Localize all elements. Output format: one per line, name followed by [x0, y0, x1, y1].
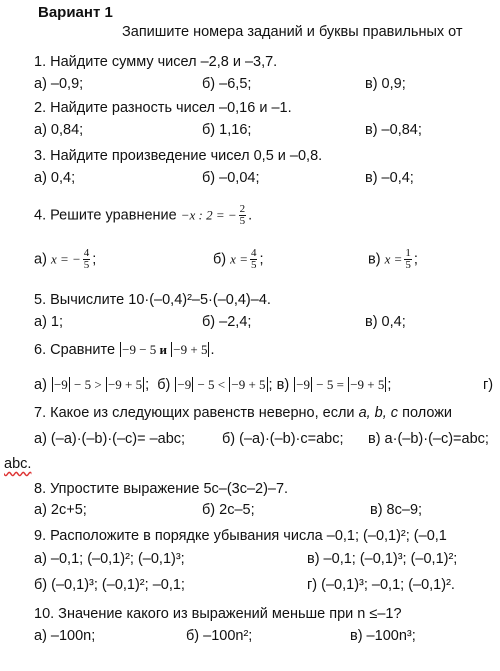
q7-option-a: а) (–a)·(–b)·(–c)= –abc;	[34, 431, 186, 447]
q10-option-b: б) –100n²;	[186, 628, 253, 644]
q6-c-end: ;	[387, 377, 392, 393]
question-5: 5. Вычислите 10·(–0,4)²–5·(–0,4)–4.	[34, 292, 271, 308]
q4-b-end: ;	[259, 251, 264, 268]
q6-option-b	[174, 377, 268, 392]
q6-expr1: −9 − 5	[122, 342, 157, 357]
q4-c-num: 1	[405, 247, 411, 259]
q4-c-label: в)	[368, 251, 381, 268]
variant-title: Вариант 1	[38, 4, 113, 21]
q4-a-den: 5	[83, 259, 90, 271]
q2-option-c: в) –0,84;	[365, 122, 422, 138]
q6-a-right: −9 + 5	[107, 377, 143, 392]
q6-expression	[119, 342, 210, 357]
q6-c-right: −9 + 5	[350, 377, 385, 392]
q3-option-c: в) –0,4;	[365, 170, 414, 186]
question-6	[34, 342, 214, 358]
q8-option-b: б) 2c–5;	[202, 502, 255, 518]
q6-b-end: ;	[268, 377, 273, 393]
q4-a-expr: x = −	[50, 251, 81, 267]
q6-expr2: −9 + 5	[173, 342, 208, 357]
q6-b-left: −9	[177, 377, 192, 392]
q10-option-a: а) –100n;	[34, 628, 96, 644]
q6-and: и	[159, 342, 168, 357]
q6-a-end: ;	[145, 377, 150, 393]
q4-option-b	[213, 248, 264, 271]
q7-option-b: б) (–a)·(–b)·c=abc;	[222, 431, 344, 447]
q3-option-b: б) –0,04;	[202, 170, 260, 186]
q7-overflow: abc.	[4, 456, 32, 472]
q7-text: 7. Какое из следующих равенств неверно, если	[34, 405, 355, 421]
q4-c-end: ;	[413, 251, 418, 268]
q4-a-fraction	[83, 248, 91, 271]
question-7	[34, 405, 452, 421]
q1-option-c: в) 0,9;	[365, 76, 406, 92]
q4-option-c	[368, 248, 418, 271]
q6-end: .	[210, 342, 215, 358]
q6-c-left: −9	[296, 377, 311, 392]
q4-a-end: ;	[92, 251, 97, 268]
q3-option-a: а) 0,4;	[34, 170, 76, 186]
q6-option-a	[51, 377, 145, 392]
q6-b-mid: − 5 <	[197, 377, 226, 392]
q6-b-right: −9 + 5	[231, 377, 266, 392]
q4-equation-left: −x : 2 = −	[180, 207, 237, 223]
q4-b-num: 4	[250, 247, 257, 259]
q4-c-expr: x =	[384, 251, 403, 267]
q6-a-left: −9	[53, 377, 68, 392]
q2-option-a: а) 0,84;	[34, 122, 84, 138]
q5-option-c: в) 0,4;	[365, 314, 406, 330]
q1-option-a: а) –0,9;	[34, 76, 84, 92]
q6-text: 6. Сравните	[34, 342, 116, 358]
q9-option-b: б) (–0,1)³; (–0,1)²; –0,1;	[34, 577, 185, 593]
q4-text: 4. Решите уравнение	[34, 207, 177, 224]
q9-option-a: а) –0,1; (–0,1)²; (–0,1)³;	[34, 551, 185, 567]
q7-option-c: в) a·(–b)·(–c)=abc;	[368, 431, 489, 447]
q2-option-b: б) 1,16;	[202, 122, 252, 138]
q4-b-den: 5	[250, 259, 257, 271]
q6-option-c	[293, 377, 387, 392]
q10-option-c: в) –100n³;	[350, 628, 416, 644]
q4-b-expr: x =	[230, 251, 248, 267]
question-9: 9. Расположите в порядке убывания числа –0,1; (–0,1)²; (–0,1	[34, 528, 447, 544]
q4-a-label: а)	[34, 251, 47, 268]
q6-c-label: в)	[276, 377, 290, 393]
q8-option-a: а) 2c+5;	[34, 502, 87, 518]
q6-a-label: а)	[34, 377, 47, 393]
q6-a-mid: − 5 >	[74, 377, 102, 392]
q6-b-label: б)	[157, 377, 171, 393]
q5-option-a: а) 1;	[34, 314, 64, 330]
q4-eq-den: 5	[239, 215, 246, 227]
question-10: 10. Значение какого из выражений меньше при n ≤–1?	[34, 606, 402, 622]
q6-option-d: г)	[483, 377, 494, 393]
q4-b-label: б)	[213, 251, 227, 268]
question-1: 1. Найдите сумму чисел –2,8 и –3,7.	[34, 54, 278, 70]
q6-options-row	[34, 377, 391, 393]
question-3: 3. Найдите произведение чисел 0,5 и –0,8.	[34, 148, 323, 164]
q4-c-fraction	[404, 248, 412, 271]
question-8: 8. Упростите выражение 5c–(3c–2)–7.	[34, 481, 289, 497]
q4-a-num: 4	[83, 247, 90, 259]
q4-c-den: 5	[405, 259, 411, 271]
q7-text-end: положи	[402, 405, 453, 421]
q6-c-mid: − 5 =	[316, 377, 344, 392]
q5-option-b: б) –2,4;	[202, 314, 252, 330]
q4-b-fraction	[250, 248, 258, 271]
q8-option-c: в) 8c–9;	[370, 502, 423, 518]
q4-eq-num: 2	[239, 203, 246, 215]
q7-vars: a, b, c	[358, 405, 399, 421]
q4-option-a	[34, 248, 96, 271]
q4-equation-fraction	[239, 204, 247, 227]
instruction-text: Запишите номера заданий и буквы правильных от	[122, 24, 463, 40]
q1-option-b: б) –6,5;	[202, 76, 252, 92]
q9-option-c: в) –0,1; (–0,1)³; (–0,1)²;	[307, 551, 458, 567]
q9-option-d: г) (–0,1)³; –0,1; (–0,1)².	[307, 577, 455, 593]
question-2: 2. Найдите разность чисел –0,16 и –1.	[34, 100, 292, 116]
q4-eq-end: .	[248, 207, 253, 224]
question-4	[34, 204, 252, 227]
